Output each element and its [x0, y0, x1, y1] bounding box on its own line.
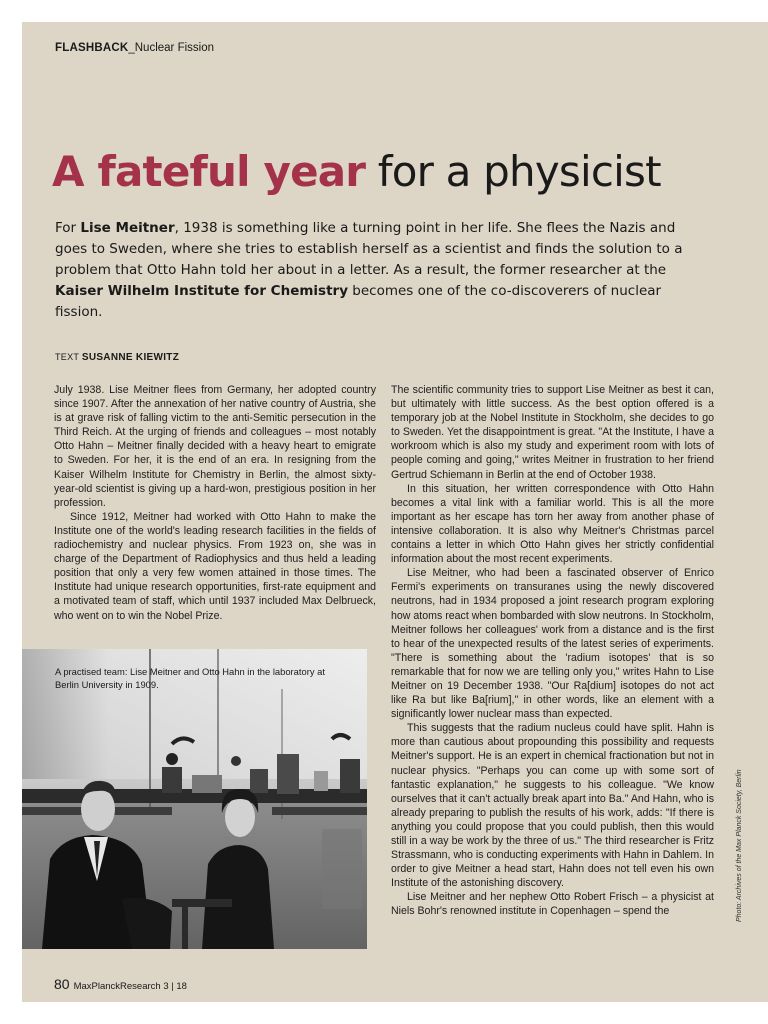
body-paragraph: This suggests that the radium nucleus could have split. Hahn is more than cautious about propounding this possibility and requests Meitner's support. He is an expert in chemical fractionation but not in nuclear physics. "Perhaps you can come up with some sort of fantastic explanation," he suggests to his colleague. "We know ourselves that it can't actually break apart into Ba." And Hahn, who is already preparing to publish the results of his work, adds: "If there is anything you could propose that you could publish, then this would still in a way be work by the three of us." The third researcher is Fritz Strassmann, who is conducting experiments with Hahn in Dahlem. In order to give Meitner a head start, Hahn does not tell even his own Institute of the astonishing discovery. — [391, 722, 714, 890]
body-paragraph: July 1938. Lise Meitner flees from Germany, her adopted country since 1907. After the annexation of her native country of Austria, she is at grave risk of falling victim to the anti-Semitic persecution in the Third Reich. At the urging of friends and colleagues – most notably Otto Hahn – Meitner finally decided with a heavy heart to emigrate to Sweden. For her, it is the end of an era. In resigning from the Kaiser Wilhelm Institute for Chemistry in Berlin, the almost sixty-year-old scientist is giving up a hard-won, prestigious position in her profession. — [54, 384, 376, 509]
page-number: 80 — [54, 976, 70, 992]
magazine-page — [22, 22, 768, 1002]
headline-rest: for a physicist — [365, 147, 661, 196]
byline-author: SUSANNE KIEWITZ — [81, 352, 180, 363]
body-paragraph: In this situation, her written correspondence with Otto Hahn becomes a vital link with a familiar world. This is all the more important as her escape has torn her away from another phase of intensive collaboration. It is also why Meitner's Christmas parcel contains a letter in which Otto Hahn gives her strictly confidential information about the most recent experiments. — [391, 482, 714, 566]
lead-name: Lise Meitner — [80, 220, 175, 236]
article-lead — [55, 218, 695, 323]
article-headline — [52, 142, 661, 202]
headline-accent: A fateful year — [52, 147, 366, 196]
lead-institute: Kaiser Wilhelm Institute for Chemistry — [55, 283, 348, 299]
photo-credit: Photo: Archives of the Max Planck Society, Berlin — [736, 769, 743, 922]
left-column — [54, 383, 376, 623]
page-footer — [54, 976, 187, 994]
magazine-name: MaxPlanckResearch 3 | 18 — [73, 981, 187, 992]
lead-text-1: For — [55, 220, 81, 236]
byline-label: TEXT — [55, 352, 82, 362]
photo-caption: A practised team: Lise Meitner and Otto Hahn in the laboratory at Berlin University in 1909. — [55, 666, 325, 690]
right-column — [391, 383, 714, 919]
byline — [55, 352, 179, 363]
body-paragraph: Since 1912, Meitner had worked with Otto Hahn to make the Institute one of the world's leading research facilities in the fields of radiochemistry and nuclear physics. From 1923 on, she was in charge of the Department of Radiophysics and thus held a leading position that only a very few women attained in those times. The Institute had unique research opportunities, first-rate equipment and a motivated team of staff, which until 1937 included Max Delbrueck, who went on to win the Nobel Prize. — [54, 510, 376, 622]
historic-photo — [22, 649, 367, 949]
section-name: FLASHBACK — [55, 42, 129, 54]
lead-text-3: becomes one of the co-discoverers of nuclear fission. — [55, 283, 662, 320]
body-paragraph: The scientific community tries to support Lise Meitner as best it can, but ultimately with little success. As the best option offered is a temporary job at the Nobel Institute in Stockholm, she decides to go to Sweden. Yet the disappointment is great. "At the Institute, I have a workroom which is also my study and experiment room with lots of people coming and going," writes Meitner in frustration to her friend Gertrud Schiemann in Berlin at the end of October 1938. — [391, 384, 714, 481]
section-topic: _Nuclear Fission — [128, 42, 215, 54]
body-paragraph: Lise Meitner, who had been a fascinated observer of Enrico Fermi's experiments on transuranes using the newly discovered neutrons, had in 1934 proposed a joint research program exploring how atoms react when bombarded with slow neutrons. In Stockholm, Meitner follows her colleagues' work from a distance and is the first to hear of the unexpected results of the latest series of experiments. "There is something about the 'radium isotopes' that is so remarkable that for now we are telling only you," writes Hahn to Lise Meitner on 19 December 1938. "Our Ra[dium] isotopes do not act like Ra but like Ba[rium]," in other words, like an element with a significantly lower nuclear mass than expected. — [391, 567, 714, 721]
section-label — [55, 42, 214, 54]
lead-text-2: , 1938 is something like a turning point in her life. She flees the Nazis and goes to Sweden, where she tries to establish herself as a scientist and finds the solution to a problem that Otto Hahn told her about in a letter. As a result, the former researcher at the — [55, 220, 683, 278]
body-paragraph: Lise Meitner and her nephew Otto Robert Frisch – a physicist at Niels Bohr's renowned institute in Copenhagen – spend the — [391, 891, 714, 918]
